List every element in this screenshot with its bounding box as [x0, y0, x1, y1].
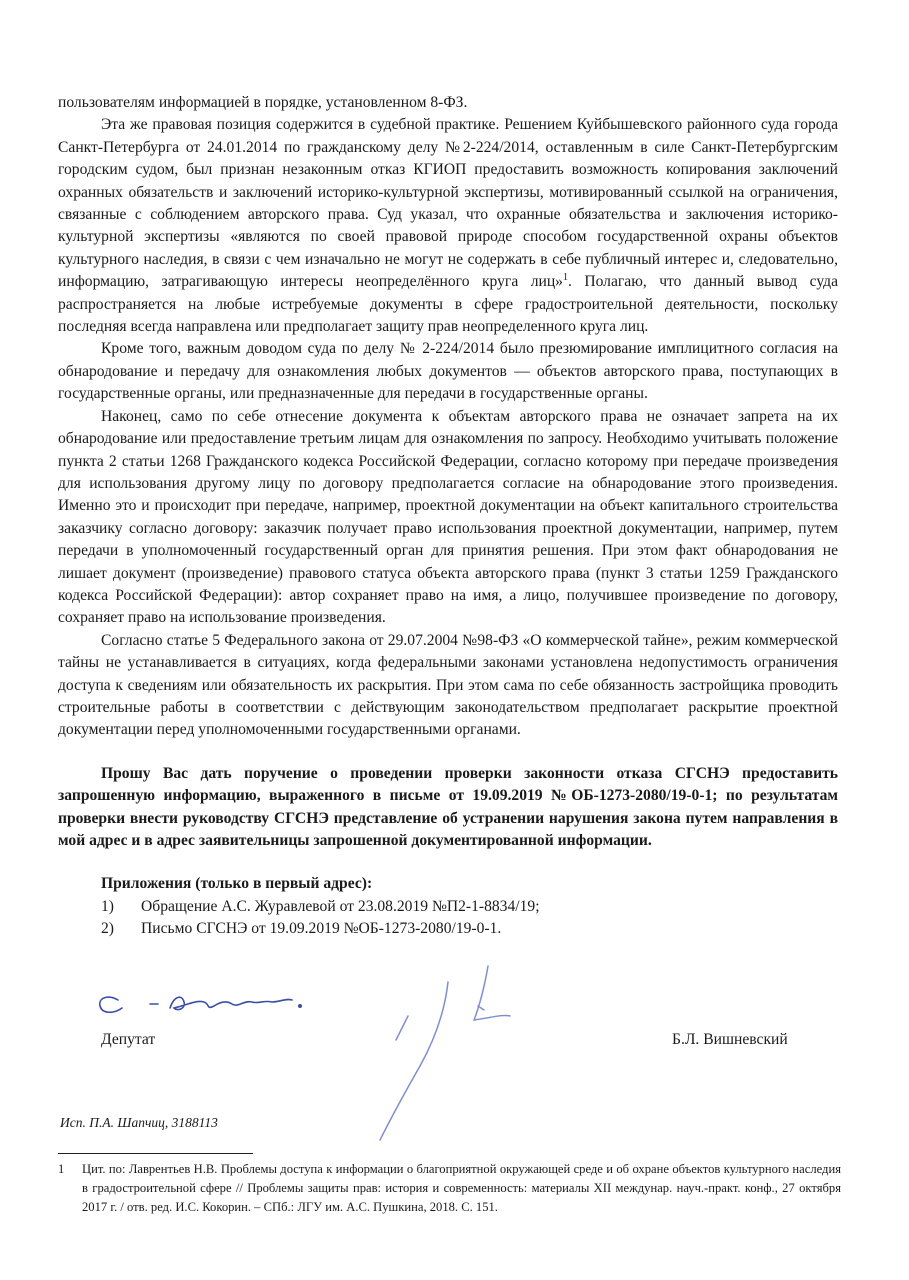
attachment-number: 1) [101, 897, 114, 915]
signer-position: Депутат [101, 1031, 156, 1048]
paragraph-court-practice-tail: . Полагаю, что данный вывод суда распространяется на любые истребуемые документы в сфере градостроительной деятельности, поскольку последняя всегда направлена или предполагает защиту прав неопределенного круга лиц. [58, 273, 838, 336]
footnote-number: 1 [58, 1162, 65, 1176]
attachment-text: Обращение А.С. Журавлевой от 23.08.2019 №П2-1-8834/19; [141, 897, 540, 915]
paragraph-trade-secret: Согласно статье 5 Федерального закона от 29.07.2004 №98-ФЗ «О коммерческой тайне», режим коммерческой тайны не устанавливается в ситуациях, когда федеральными законами установлена недопустимость ограничения доступа к сведениям или обязательность их раскрытия. При этом сама по себе обязанность застройщика проводить строительные работы в соответствии с действующим законодательством предполагает раскрытие проектной документации перед уполномоченными государственными органами. [58, 631, 838, 739]
paragraph-implicit-consent: Кроме того, важным доводом суда по делу № 2-224/2014 было презюмирование имплицитного согласия на обнародование и передачу для ознакомления любых документов — объектов авторского права, поступающих в государственные органы, или предназначенные для передачи в государственные органы. [58, 340, 838, 403]
handwritten-note [100, 997, 301, 1012]
signer-name: Б.Л. Вишневский [672, 1031, 788, 1048]
request-paragraph: Прошу Вас дать поручение о проведении проверки законности отказа СГСНЭ предоставить запрошенную информацию, выраженного в письме от 19.09.2019 №ОБ-1273-2080/19-0-1; по результатам проверки внести руководству СГСНЭ представление об устранении нарушения закона путем направления в мой адрес и в адрес заявительницы запрошенной документированной информации. [58, 764, 838, 849]
paragraph-continuation: пользователям информацией в порядке, установленном 8-ФЗ. [58, 94, 468, 111]
attachment-number: 2) [101, 920, 114, 938]
executor-line: Исп. П.А. Шапчиц, 3188113 [60, 1115, 218, 1130]
paragraph-court-practice-text: Эта же правовая позиция содержится в судебной практике. Решением Куйбышевского районного суда города Санкт-Петербурга от 24.01.2014 по гражданскому делу №2-224/2014, оставленным в силе Санкт-Петербургским городским судом, был признан незаконным отказ КГИОП предоставить возможность копирования заключений охранных обязательств и заключений историко-культурной экспертизы, мотивированный ссылкой на ограничения, связанные с соблюдением авторского права. Суд указал, что охранные обязательства и заключения историко-культурной экспертизы «являются по своей правовой природе способом государственной охраны объектов культурного наследия, в связи с чем изначально не могут не содержать в себе публичный интерес и, следовательно, информацию, затрагивающую интересы неопределённого круга лиц» [58, 116, 838, 291]
signature-mark [380, 966, 510, 1140]
footnote-reference[interactable]: 1 [562, 272, 568, 284]
attachments-title: Приложения (только в первый адрес): [101, 875, 373, 893]
paragraph-copyright: Наконец, само по себе отнесение документа к объектам авторского права не означает запрета на их обнародование или предоставление третьим лицам для ознакомления по запросу. Необходимо учитывать положение пункта 2 статьи 1268 Гражданского кодекса Российской Федерации, согласно которому при передаче произведения для использования другому лицу по договору предполагается согласие на обнародование этого произведения. Именно это и происходит при передаче, например, проектной документации на объект капитального строительства заказчику согласно договору: заказчик получает право использования проектной документации, например, путем передачи в уполномоченный государственный орган для принятия решения. При этом факт обнародования не лишает документ (произведение) правового статуса объекта авторского права (пункт 3 статьи 1259 Гражданского кодекса Российской Федерации): автор сохраняет право на имя, а лицо, получившее произведение по договору, сохраняет право на использование произведения. [58, 407, 838, 627]
footnote-divider [58, 1153, 253, 1154]
attachment-text: Письмо СГСНЭ от 19.09.2019 №ОБ-1273-2080/19-0-1. [141, 920, 502, 938]
footnote-text: Цит. по: Лаврентьев Н.В. Проблемы доступа к информации о благоприятной окружающей среде и об охране объектов культурного наследия в градостроительной сфере // Проблемы защиты прав: история и современность: материалы XII междунар. науч.-практ. конф., 27 октября 2017 г. / отв. ред. И.С. Кокорин. – СПб.: ЛГУ им. А.С. Пушкина, 2018. С. 151. [82, 1162, 841, 1214]
footnote [58, 1160, 841, 1217]
